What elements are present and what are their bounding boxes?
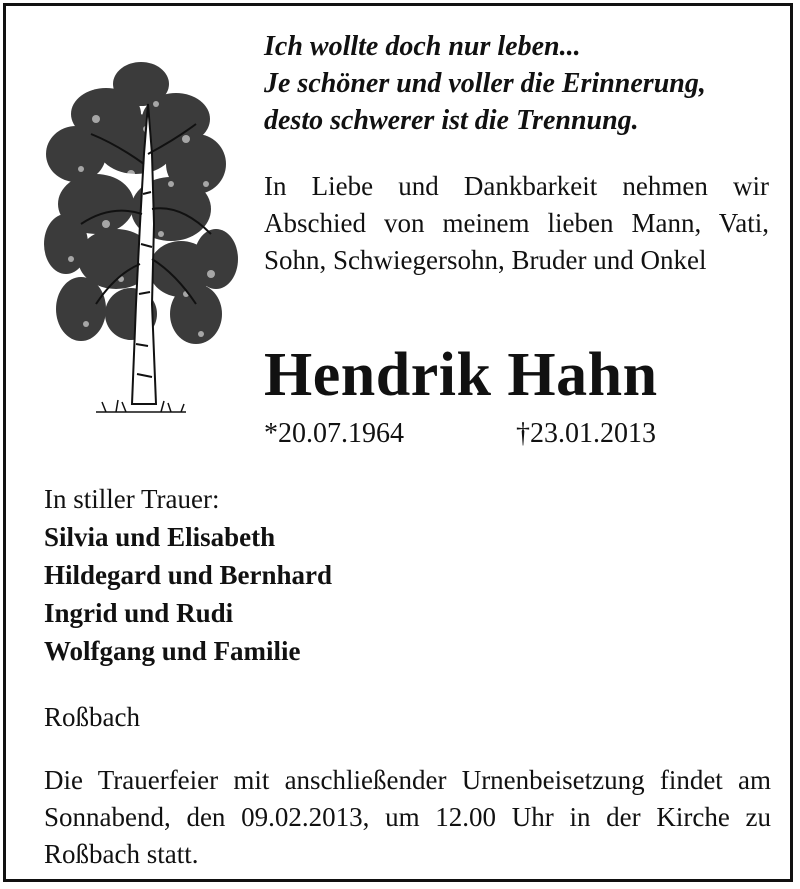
funeral-notice: Die Trauerfeier mit anschließender Urnenbeisetzung findet am Sonnabend, den 09.02.2013, um 12.00 Uhr in der Kirche zu Roßbach statt. xyxy=(44,765,771,869)
mourner-name: Hildegard und Bernhard xyxy=(44,560,333,590)
mourner-name: Ingrid und Rudi xyxy=(44,598,234,628)
birth-date: *20.07.1964 xyxy=(264,418,404,449)
motto-line: desto schwerer ist die Trennung. xyxy=(264,105,639,136)
obituary-frame xyxy=(3,3,793,882)
motto-quote xyxy=(264,28,784,139)
deceased-name: Hendrik Hahn xyxy=(264,341,658,409)
mourners-list xyxy=(44,518,764,670)
birch-tree-icon xyxy=(36,44,241,422)
intro-text: In Liebe und Dankbarkeit nehmen wir Abschied von meinem lieben Mann, Vati, Sohn, Schwiegersohn, Bruder und Onkel xyxy=(264,171,769,275)
mourners-section xyxy=(44,480,764,670)
mourner-name: Wolfgang und Familie xyxy=(44,636,301,666)
motto-line: Je schöner und voller die Erinnerung, xyxy=(264,68,706,99)
mourners-heading: In stiller Trauer: xyxy=(44,484,220,514)
mourner-name: Silvia und Elisabeth xyxy=(44,522,276,552)
motto-line: Ich wollte doch nur leben... xyxy=(264,31,581,62)
place-name: Roßbach xyxy=(44,702,140,732)
death-date: †23.01.2013 xyxy=(516,418,656,449)
